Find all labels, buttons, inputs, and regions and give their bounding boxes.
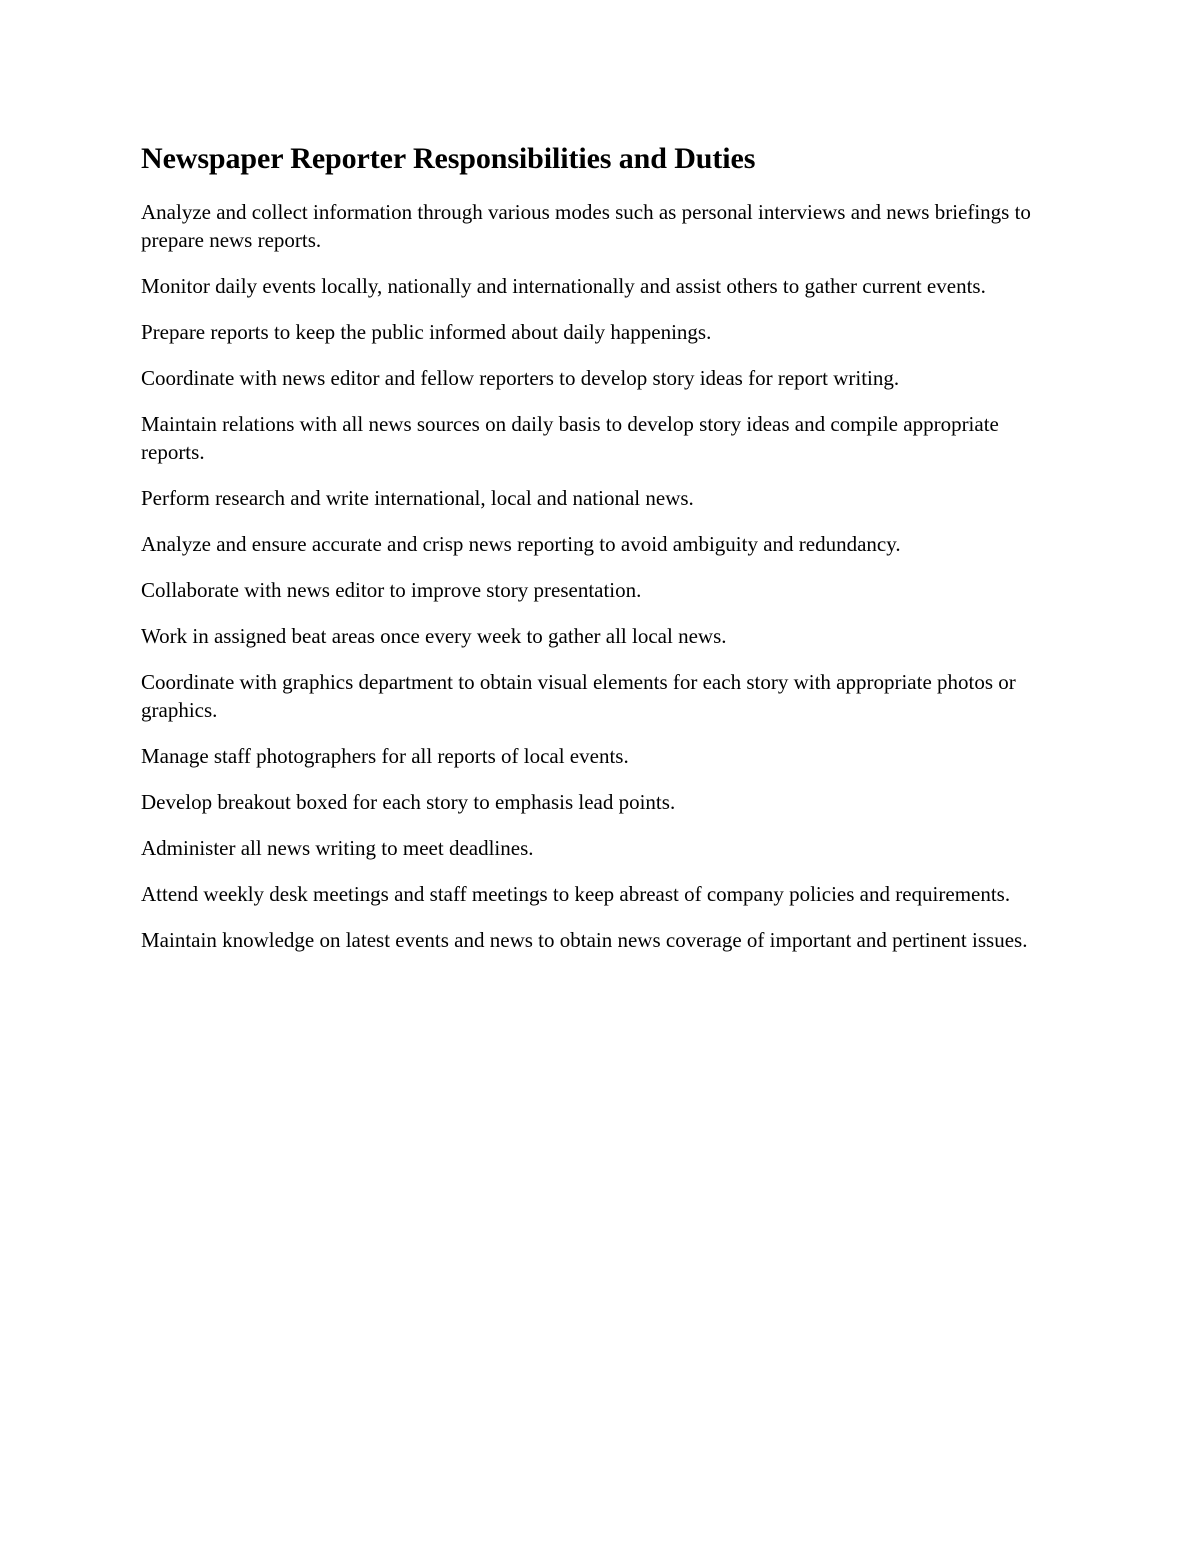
duty-paragraph: Coordinate with graphics department to obtain visual elements for each story with appropriate photos or graphics.: [141, 670, 1016, 722]
duty-paragraph: Coordinate with news editor and fellow reporters to develop story ideas for report writing.: [141, 366, 900, 390]
document-body: [141, 141, 1041, 972]
duty-paragraph: Analyze and ensure accurate and crisp news reporting to avoid ambiguity and redundancy.: [141, 532, 901, 556]
duty-paragraph: Develop breakout boxed for each story to emphasis lead points.: [141, 790, 676, 814]
duty-paragraph: Manage staff photographers for all reports of local events.: [141, 744, 629, 768]
duty-paragraph: Work in assigned beat areas once every week to gather all local news.: [141, 624, 727, 648]
duty-paragraph: Perform research and write international, local and national news.: [141, 486, 694, 510]
page-title: Newspaper Reporter Responsibilities and Duties: [141, 142, 756, 175]
duty-paragraph: Attend weekly desk meetings and staff meetings to keep abreast of company policies and requirements.: [141, 882, 1011, 906]
duty-paragraph: Monitor daily events locally, nationally and internationally and assist others to gather current events.: [141, 274, 986, 298]
duty-paragraph: Collaborate with news editor to improve story presentation.: [141, 578, 642, 602]
duty-paragraph: Maintain relations with all news sources on daily basis to develop story ideas and compile appropriate reports.: [141, 412, 999, 464]
duty-paragraph: Prepare reports to keep the public informed about daily happenings.: [141, 320, 712, 344]
duty-paragraph: Maintain knowledge on latest events and news to obtain news coverage of important and pertinent issues.: [141, 928, 1028, 952]
duty-paragraph: Analyze and collect information through various modes such as personal interviews and news briefings to prepare news reports.: [141, 200, 1031, 252]
duty-paragraph: Administer all news writing to meet deadlines.: [141, 836, 534, 860]
